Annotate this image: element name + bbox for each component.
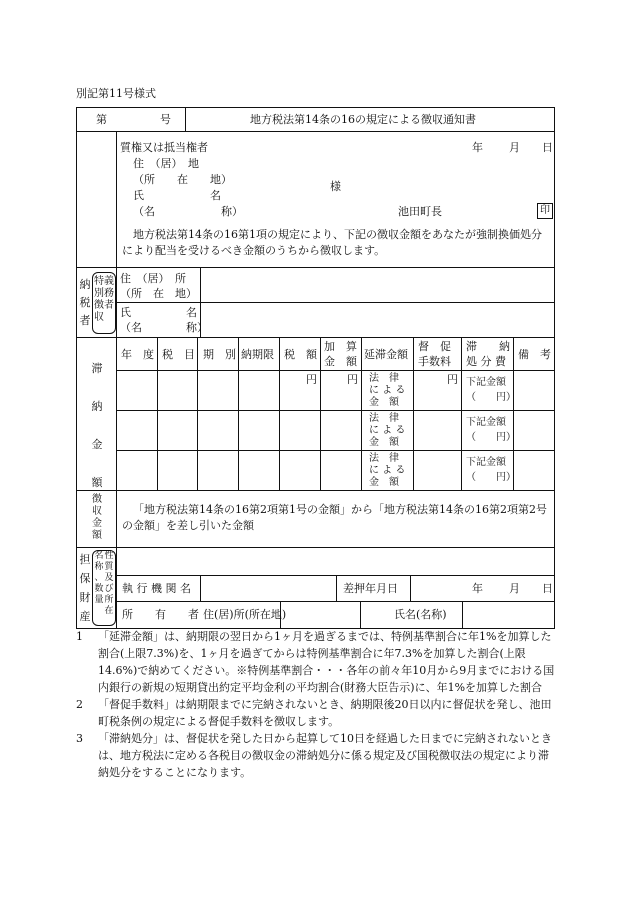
note-2-text: 「督促手数料」は納期限までに完納されないとき、納期限後20日以内に督促状を発し、池田町税条例の規定による督促手数料を徴収します。 [98, 698, 552, 728]
addressee-line1: 質権又は抵当権者 [120, 141, 208, 154]
below-1-r3: 下記金額 [466, 457, 506, 468]
col-fee-1: 督 促 [418, 340, 451, 353]
col-disposal-2: 処 分 費 [466, 355, 506, 368]
yen-amount: 円 [306, 373, 317, 386]
document-title: 地方税法第14条の16の規定による徴収通知書 [250, 113, 476, 126]
yen-surcharge: 円 [347, 373, 358, 386]
note-2 [76, 696, 556, 730]
seizure-date-label: 差押年月日 [343, 582, 398, 595]
number-label-1: 第 [96, 113, 107, 126]
notice-body: 地方税法第14条の16第1項の規定により、下記の徴収金額をあなたが強制換価処分により配当を受けるべき金額のうちから徴収します。 [122, 228, 542, 257]
col-tax: 税 目 [162, 348, 195, 361]
col-surcharge-1: 加 算 [324, 340, 357, 353]
col-year: 年 度 [121, 348, 154, 361]
addressee-address: 住 （居） 地 [133, 157, 199, 170]
law-1-r2: 法 律 [369, 413, 399, 424]
yen-fee: 円 [447, 373, 458, 386]
note-1 [76, 628, 556, 696]
addressee-name: 氏 名 [133, 189, 221, 202]
owner-name-label: 氏名(名称) [394, 608, 447, 621]
law-1-r3: 法 律 [369, 453, 399, 464]
below-2-r3: （ 円） [466, 472, 516, 483]
honorific-sama: 様 [330, 180, 341, 193]
note-2-num: 2 [76, 698, 83, 711]
number-label-2: 号 [160, 113, 171, 126]
note-3 [76, 730, 556, 781]
taxpayer-side-label: 納 税 者 [79, 278, 91, 327]
law-1-r1: 法 律 [369, 373, 399, 384]
issuer-name: 池田町長 [398, 205, 442, 218]
below-1-r1: 下記金額 [466, 377, 506, 388]
col-period: 期 別 [203, 348, 236, 361]
law-3-r2: 金 額 [369, 437, 399, 448]
note-1-num: 1 [76, 630, 83, 643]
col-fee-2: 手数料 [418, 355, 451, 368]
owner-address-label: 住(居)所(所在地) [203, 608, 287, 621]
taxpayer-bracket-col2: 義 務 者 [104, 276, 114, 311]
law-3-r1: 金 額 [369, 397, 399, 408]
collateral-bracket-col1: 名 称 、 数 量 [94, 551, 104, 605]
taxpayer-address-sub: （所 在 地） [120, 287, 197, 300]
addressee-address-sub: （所 在 地） [133, 173, 232, 186]
taxpayer-name-sub: （名 称） [120, 321, 208, 334]
owner-label: 所 有 者 [122, 608, 199, 621]
date-day: 日 [542, 141, 553, 154]
note-3-num: 3 [76, 732, 83, 745]
law-2-r3: に よ る [369, 465, 406, 476]
collection-side-label: 徴 収 金 額 [92, 494, 102, 541]
collection-text: 「地方税法第14条の16第2項第1号の金額」から「地方税法第14条の16第2項第2号の金額」を差し引いた金額 [122, 503, 547, 532]
col-surcharge-2: 金 額 [324, 355, 357, 368]
col-disposal-1: 滞 納 [466, 340, 510, 353]
collateral-bracket-col2: 性 質 及 び 所 在 [104, 551, 114, 616]
arrears-side-label: 滞 納 金 額 [91, 362, 103, 489]
col-remarks: 備 考 [518, 348, 551, 361]
note-3-text: 「滞納処分」は、督促状を発した日から起算して10日を経過した日までに完納されないときは、地方税法に定める各税目の徴収金の滞納処分に係る規定及び国税徴収法の規定により滞納処分をすることになります。 [98, 732, 552, 779]
form-name: 別記第11号様式 [76, 87, 156, 100]
agency-label: 執 行 機 関 名 [122, 582, 191, 595]
col-due: 納期限 [241, 348, 274, 361]
addressee-name-sub: （名 称） [133, 205, 243, 218]
date-month: 月 [509, 141, 520, 154]
seizure-year: 年 [472, 582, 483, 595]
seal-mark: 印 [537, 203, 553, 219]
seizure-month: 月 [509, 582, 520, 595]
taxpayer-address-label: 住 （居） 所 [120, 272, 186, 285]
law-3-r3: 金 額 [369, 477, 399, 488]
col-delinquency: 延滞金額 [364, 348, 408, 361]
notes-section [76, 628, 556, 781]
below-1-r2: 下記金額 [466, 417, 506, 428]
law-2-r1: に よ る [369, 385, 406, 396]
taxpayer-name-label: 氏 名 [120, 306, 197, 319]
taxpayer-bracket-col1: 特 別 徴 収 [94, 276, 104, 323]
note-1-text: 「延滞金額」は、納期限の翌日から1ヶ月を過ぎるまでは、特例基準割合に年1%を加算した割合(上限7.3%)を、1ヶ月を過ぎてからは特例基準割合に年7.3%を加算した割合(上限14.6%)で納めてください。※特例基準割合・・・各年の前々年10月から9月までにおける国内銀行の新規の短期貸出約定平均金利の平均割合(財務大臣告示)に、年1%を加算した割合 [98, 630, 555, 694]
col-amount: 税 額 [284, 348, 317, 361]
below-2-r2: （ 円） [466, 432, 516, 443]
seizure-day: 日 [542, 582, 553, 595]
below-2-r1: （ 円） [466, 392, 516, 403]
law-2-r2: に よ る [369, 425, 406, 436]
collateral-side-label: 担 保 財 産 [79, 553, 91, 623]
date-year: 年 [472, 141, 483, 154]
